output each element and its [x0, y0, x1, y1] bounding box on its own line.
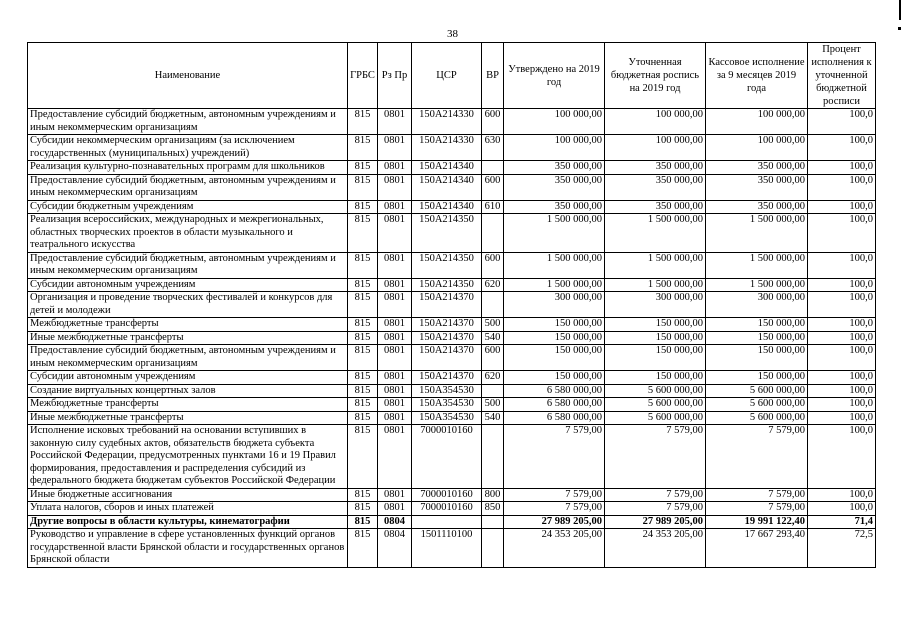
- cell-rzpr: 0801: [378, 174, 412, 200]
- cell-grbs: 815: [348, 425, 378, 489]
- cell-name: Межбюджетные трансферты: [28, 318, 348, 332]
- table-row: [28, 109, 876, 135]
- cell-refined: 100 000,00: [605, 109, 706, 135]
- cell-vr: 610: [482, 200, 504, 214]
- cell-name: Организация и проведение творческих фестивалей и конкурсов для детей и молодежи: [28, 292, 348, 318]
- cell-vr: 540: [482, 411, 504, 425]
- cell-percent: 100,0: [808, 425, 876, 489]
- header-rzpr: Рз Пр: [378, 43, 412, 109]
- cell-csr: 150A214370: [412, 318, 482, 332]
- cell-name: Предоставление субсидий бюджетным, автономным учреждениям и иным некоммерческим организациям: [28, 109, 348, 135]
- cell-refined: 5 600 000,00: [605, 398, 706, 412]
- table-row: [28, 214, 876, 253]
- cell-rzpr: 0801: [378, 331, 412, 345]
- cell-cash: 150 000,00: [706, 371, 808, 385]
- cell-cash: 350 000,00: [706, 174, 808, 200]
- cell-percent: 100,0: [808, 214, 876, 253]
- cell-rzpr: 0801: [378, 292, 412, 318]
- budget-execution-table: [27, 42, 876, 568]
- cell-percent: 100,0: [808, 345, 876, 371]
- cell-csr: 150A214340: [412, 161, 482, 175]
- cell-rzpr: 0801: [378, 318, 412, 332]
- cell-cash: 5 600 000,00: [706, 398, 808, 412]
- table-row: [28, 515, 876, 529]
- cell-percent: 100,0: [808, 318, 876, 332]
- cell-vr: [482, 161, 504, 175]
- cell-cash: 1 500 000,00: [706, 214, 808, 253]
- cell-grbs: 815: [348, 384, 378, 398]
- cell-csr: 150A214350: [412, 278, 482, 292]
- cell-refined: 24 353 205,00: [605, 529, 706, 568]
- cell-approved: 6 580 000,00: [504, 398, 605, 412]
- cell-vr: [482, 292, 504, 318]
- cell-percent: 100,0: [808, 371, 876, 385]
- cell-refined: 150 000,00: [605, 318, 706, 332]
- cell-rzpr: 0801: [378, 384, 412, 398]
- cell-rzpr: 0801: [378, 135, 412, 161]
- cell-refined: 150 000,00: [605, 331, 706, 345]
- cell-cash: 7 579,00: [706, 425, 808, 489]
- cell-grbs: 815: [348, 345, 378, 371]
- cell-grbs: 815: [348, 200, 378, 214]
- table-row: [28, 371, 876, 385]
- cell-name: Субсидии автономным учреждениям: [28, 278, 348, 292]
- cell-refined: 1 500 000,00: [605, 278, 706, 292]
- cell-percent: 100,0: [808, 398, 876, 412]
- cell-grbs: 815: [348, 252, 378, 278]
- cell-name: Предоставление субсидий бюджетным, автономным учреждениям и иным некоммерческим организациям: [28, 345, 348, 371]
- cell-percent: 100,0: [808, 278, 876, 292]
- cell-rzpr: 0801: [378, 200, 412, 214]
- cell-grbs: 815: [348, 278, 378, 292]
- cell-vr: 500: [482, 318, 504, 332]
- cell-approved: 300 000,00: [504, 292, 605, 318]
- cell-approved: 1 500 000,00: [504, 214, 605, 253]
- cell-refined: 150 000,00: [605, 371, 706, 385]
- table-body: [28, 109, 876, 568]
- cell-approved: 7 579,00: [504, 488, 605, 502]
- table-row: [28, 318, 876, 332]
- cell-cash: 100 000,00: [706, 109, 808, 135]
- cell-approved: 1 500 000,00: [504, 252, 605, 278]
- cell-cash: 150 000,00: [706, 331, 808, 345]
- cell-vr: 620: [482, 371, 504, 385]
- cell-name: Иные межбюджетные трансферты: [28, 331, 348, 345]
- cell-approved: 150 000,00: [504, 331, 605, 345]
- cell-rzpr: 0801: [378, 398, 412, 412]
- header-csr: ЦСР: [412, 43, 482, 109]
- cell-approved: 7 579,00: [504, 425, 605, 489]
- cell-name: Иные бюджетные ассигнования: [28, 488, 348, 502]
- table-row: [28, 529, 876, 568]
- cell-rzpr: 0801: [378, 109, 412, 135]
- cell-name: Исполнение исковых требований на основании вступивших в законную силу судебных актов, обязательств бюджета субъекта Российской Федерации, предусмотренных пунктами 16 и 19 Правил формирования, предоставления и распределения субсидий из федерального бюджета бюджетам субъектов Российской Федерации: [28, 425, 348, 489]
- cell-approved: 7 579,00: [504, 502, 605, 516]
- cell-grbs: 815: [348, 515, 378, 529]
- cell-name: Иные межбюджетные трансферты: [28, 411, 348, 425]
- cell-refined: 1 500 000,00: [605, 214, 706, 253]
- cell-percent: 100,0: [808, 200, 876, 214]
- cell-cash: 300 000,00: [706, 292, 808, 318]
- cell-grbs: 815: [348, 292, 378, 318]
- header-refined: Уточненная бюджетная роспись на 2019 год: [605, 43, 706, 109]
- cell-csr: 150A214330: [412, 109, 482, 135]
- cell-name: Создание виртуальных концертных залов: [28, 384, 348, 398]
- cell-csr: 150A214370: [412, 371, 482, 385]
- table-row: [28, 174, 876, 200]
- cell-grbs: 815: [348, 488, 378, 502]
- table-row: [28, 345, 876, 371]
- cell-refined: 350 000,00: [605, 161, 706, 175]
- cell-csr: 150A214330: [412, 135, 482, 161]
- cell-approved: 6 580 000,00: [504, 411, 605, 425]
- cell-cash: 5 600 000,00: [706, 384, 808, 398]
- cell-rzpr: 0801: [378, 502, 412, 516]
- table-row: [28, 135, 876, 161]
- header-grbs: ГРБС: [348, 43, 378, 109]
- cell-vr: [482, 529, 504, 568]
- cell-name: Руководство и управление в сфере установленных функций органов государственной власти Брянской области и государственных органов Брянской области: [28, 529, 348, 568]
- table-row: [28, 278, 876, 292]
- cell-cash: 7 579,00: [706, 488, 808, 502]
- cell-percent: 100,0: [808, 174, 876, 200]
- cell-csr: 7000010160: [412, 502, 482, 516]
- cell-vr: 620: [482, 278, 504, 292]
- cell-percent: 100,0: [808, 252, 876, 278]
- cell-rzpr: 0801: [378, 488, 412, 502]
- cell-cash: 1 500 000,00: [706, 278, 808, 292]
- table-row: [28, 488, 876, 502]
- cell-csr: 150A214350: [412, 252, 482, 278]
- cell-name: Межбюджетные трансферты: [28, 398, 348, 412]
- cell-csr: 1501110100: [412, 529, 482, 568]
- cell-refined: 300 000,00: [605, 292, 706, 318]
- cell-percent: 100,0: [808, 411, 876, 425]
- cell-percent: 100,0: [808, 292, 876, 318]
- table-row: [28, 411, 876, 425]
- cell-percent: 100,0: [808, 331, 876, 345]
- cell-vr: [482, 384, 504, 398]
- cell-vr: [482, 515, 504, 529]
- cell-refined: 27 989 205,00: [605, 515, 706, 529]
- cell-grbs: 815: [348, 398, 378, 412]
- cell-rzpr: 0801: [378, 161, 412, 175]
- table-row: [28, 502, 876, 516]
- cell-refined: 5 600 000,00: [605, 384, 706, 398]
- cell-csr: [412, 515, 482, 529]
- cell-csr: 150A354530: [412, 398, 482, 412]
- table-header-row: [28, 43, 876, 109]
- cell-vr: 850: [482, 502, 504, 516]
- cell-approved: 1 500 000,00: [504, 278, 605, 292]
- cell-rzpr: 0801: [378, 371, 412, 385]
- cell-vr: 800: [482, 488, 504, 502]
- scan-edge-mark: [899, 0, 901, 20]
- cell-vr: 540: [482, 331, 504, 345]
- cell-percent: 100,0: [808, 135, 876, 161]
- cell-refined: 350 000,00: [605, 174, 706, 200]
- cell-cash: 150 000,00: [706, 345, 808, 371]
- cell-approved: 150 000,00: [504, 318, 605, 332]
- cell-csr: 150A214370: [412, 331, 482, 345]
- cell-name: Уплата налогов, сборов и иных платежей: [28, 502, 348, 516]
- cell-vr: [482, 425, 504, 489]
- cell-percent: 100,0: [808, 384, 876, 398]
- cell-percent: 100,0: [808, 502, 876, 516]
- cell-vr: 600: [482, 252, 504, 278]
- header-cash: Кассовое исполнение за 9 месяцев 2019 года: [706, 43, 808, 109]
- cell-refined: 7 579,00: [605, 425, 706, 489]
- table-row: [28, 292, 876, 318]
- table-row: [28, 161, 876, 175]
- cell-refined: 150 000,00: [605, 345, 706, 371]
- cell-approved: 150 000,00: [504, 345, 605, 371]
- cell-name: Субсидии некоммерческим организациям (за исключением государственных (муниципальных) учреждений): [28, 135, 348, 161]
- header-vr: ВР: [482, 43, 504, 109]
- cell-csr: 7000010160: [412, 425, 482, 489]
- cell-percent: 71,4: [808, 515, 876, 529]
- cell-refined: 350 000,00: [605, 200, 706, 214]
- cell-grbs: 815: [348, 174, 378, 200]
- cell-csr: 150A214340: [412, 174, 482, 200]
- cell-vr: 600: [482, 174, 504, 200]
- cell-grbs: 815: [348, 214, 378, 253]
- cell-percent: 72,5: [808, 529, 876, 568]
- cell-grbs: 815: [348, 502, 378, 516]
- cell-rzpr: 0801: [378, 214, 412, 253]
- cell-cash: 7 579,00: [706, 502, 808, 516]
- header-percent: Процент исполнения к уточненной бюджетной росписи: [808, 43, 876, 109]
- cell-approved: 150 000,00: [504, 371, 605, 385]
- cell-name: Субсидии автономным учреждениям: [28, 371, 348, 385]
- cell-grbs: 815: [348, 318, 378, 332]
- table-row: [28, 200, 876, 214]
- cell-name: Другие вопросы в области культуры, кинематографии: [28, 515, 348, 529]
- cell-cash: 350 000,00: [706, 200, 808, 214]
- table-row: [28, 384, 876, 398]
- table-row: [28, 425, 876, 489]
- cell-refined: 7 579,00: [605, 488, 706, 502]
- cell-vr: 600: [482, 345, 504, 371]
- cell-grbs: 815: [348, 331, 378, 345]
- cell-approved: 6 580 000,00: [504, 384, 605, 398]
- cell-grbs: 815: [348, 411, 378, 425]
- cell-csr: 150A354530: [412, 411, 482, 425]
- cell-csr: 7000010160: [412, 488, 482, 502]
- cell-name: Субсидии бюджетным учреждениям: [28, 200, 348, 214]
- cell-cash: 19 991 122,40: [706, 515, 808, 529]
- cell-grbs: 815: [348, 161, 378, 175]
- cell-name: Предоставление субсидий бюджетным, автономным учреждениям и иным некоммерческим организациям: [28, 174, 348, 200]
- cell-grbs: 815: [348, 371, 378, 385]
- table-row: [28, 331, 876, 345]
- cell-csr: 150A214370: [412, 345, 482, 371]
- cell-rzpr: 0801: [378, 252, 412, 278]
- header-approved: Утверждено на 2019 год: [504, 43, 605, 109]
- cell-name: Реализация культурно-познавательных программ для школьников: [28, 161, 348, 175]
- header-name: Наименование: [28, 43, 348, 109]
- cell-approved: 350 000,00: [504, 174, 605, 200]
- cell-percent: 100,0: [808, 488, 876, 502]
- cell-approved: 24 353 205,00: [504, 529, 605, 568]
- cell-rzpr: 0804: [378, 515, 412, 529]
- cell-csr: 150A214350: [412, 214, 482, 253]
- cell-vr: 500: [482, 398, 504, 412]
- cell-rzpr: 0804: [378, 529, 412, 568]
- cell-cash: 150 000,00: [706, 318, 808, 332]
- cell-rzpr: 0801: [378, 425, 412, 489]
- cell-vr: 630: [482, 135, 504, 161]
- cell-refined: 100 000,00: [605, 135, 706, 161]
- page-number: 38: [447, 28, 458, 40]
- cell-approved: 100 000,00: [504, 135, 605, 161]
- cell-rzpr: 0801: [378, 278, 412, 292]
- cell-cash: 350 000,00: [706, 161, 808, 175]
- cell-approved: 350 000,00: [504, 200, 605, 214]
- cell-vr: 600: [482, 109, 504, 135]
- cell-refined: 1 500 000,00: [605, 252, 706, 278]
- cell-csr: 150A214340: [412, 200, 482, 214]
- cell-vr: [482, 214, 504, 253]
- table-row: [28, 252, 876, 278]
- cell-approved: 27 989 205,00: [504, 515, 605, 529]
- cell-approved: 350 000,00: [504, 161, 605, 175]
- cell-rzpr: 0801: [378, 411, 412, 425]
- cell-percent: 100,0: [808, 161, 876, 175]
- cell-refined: 7 579,00: [605, 502, 706, 516]
- cell-name: Предоставление субсидий бюджетным, автономным учреждениям и иным некоммерческим организациям: [28, 252, 348, 278]
- cell-cash: 17 667 293,40: [706, 529, 808, 568]
- cell-cash: 1 500 000,00: [706, 252, 808, 278]
- cell-grbs: 815: [348, 529, 378, 568]
- cell-csr: 150A354530: [412, 384, 482, 398]
- cell-percent: 100,0: [808, 109, 876, 135]
- table-row: [28, 398, 876, 412]
- cell-grbs: 815: [348, 109, 378, 135]
- cell-rzpr: 0801: [378, 345, 412, 371]
- cell-grbs: 815: [348, 135, 378, 161]
- cell-cash: 5 600 000,00: [706, 411, 808, 425]
- cell-approved: 100 000,00: [504, 109, 605, 135]
- cell-csr: 150A214370: [412, 292, 482, 318]
- cell-cash: 100 000,00: [706, 135, 808, 161]
- cell-name: Реализация всероссийских, международных и межрегиональных, областных творческих проектов в области музыкального и театрального искусства: [28, 214, 348, 253]
- cell-refined: 5 600 000,00: [605, 411, 706, 425]
